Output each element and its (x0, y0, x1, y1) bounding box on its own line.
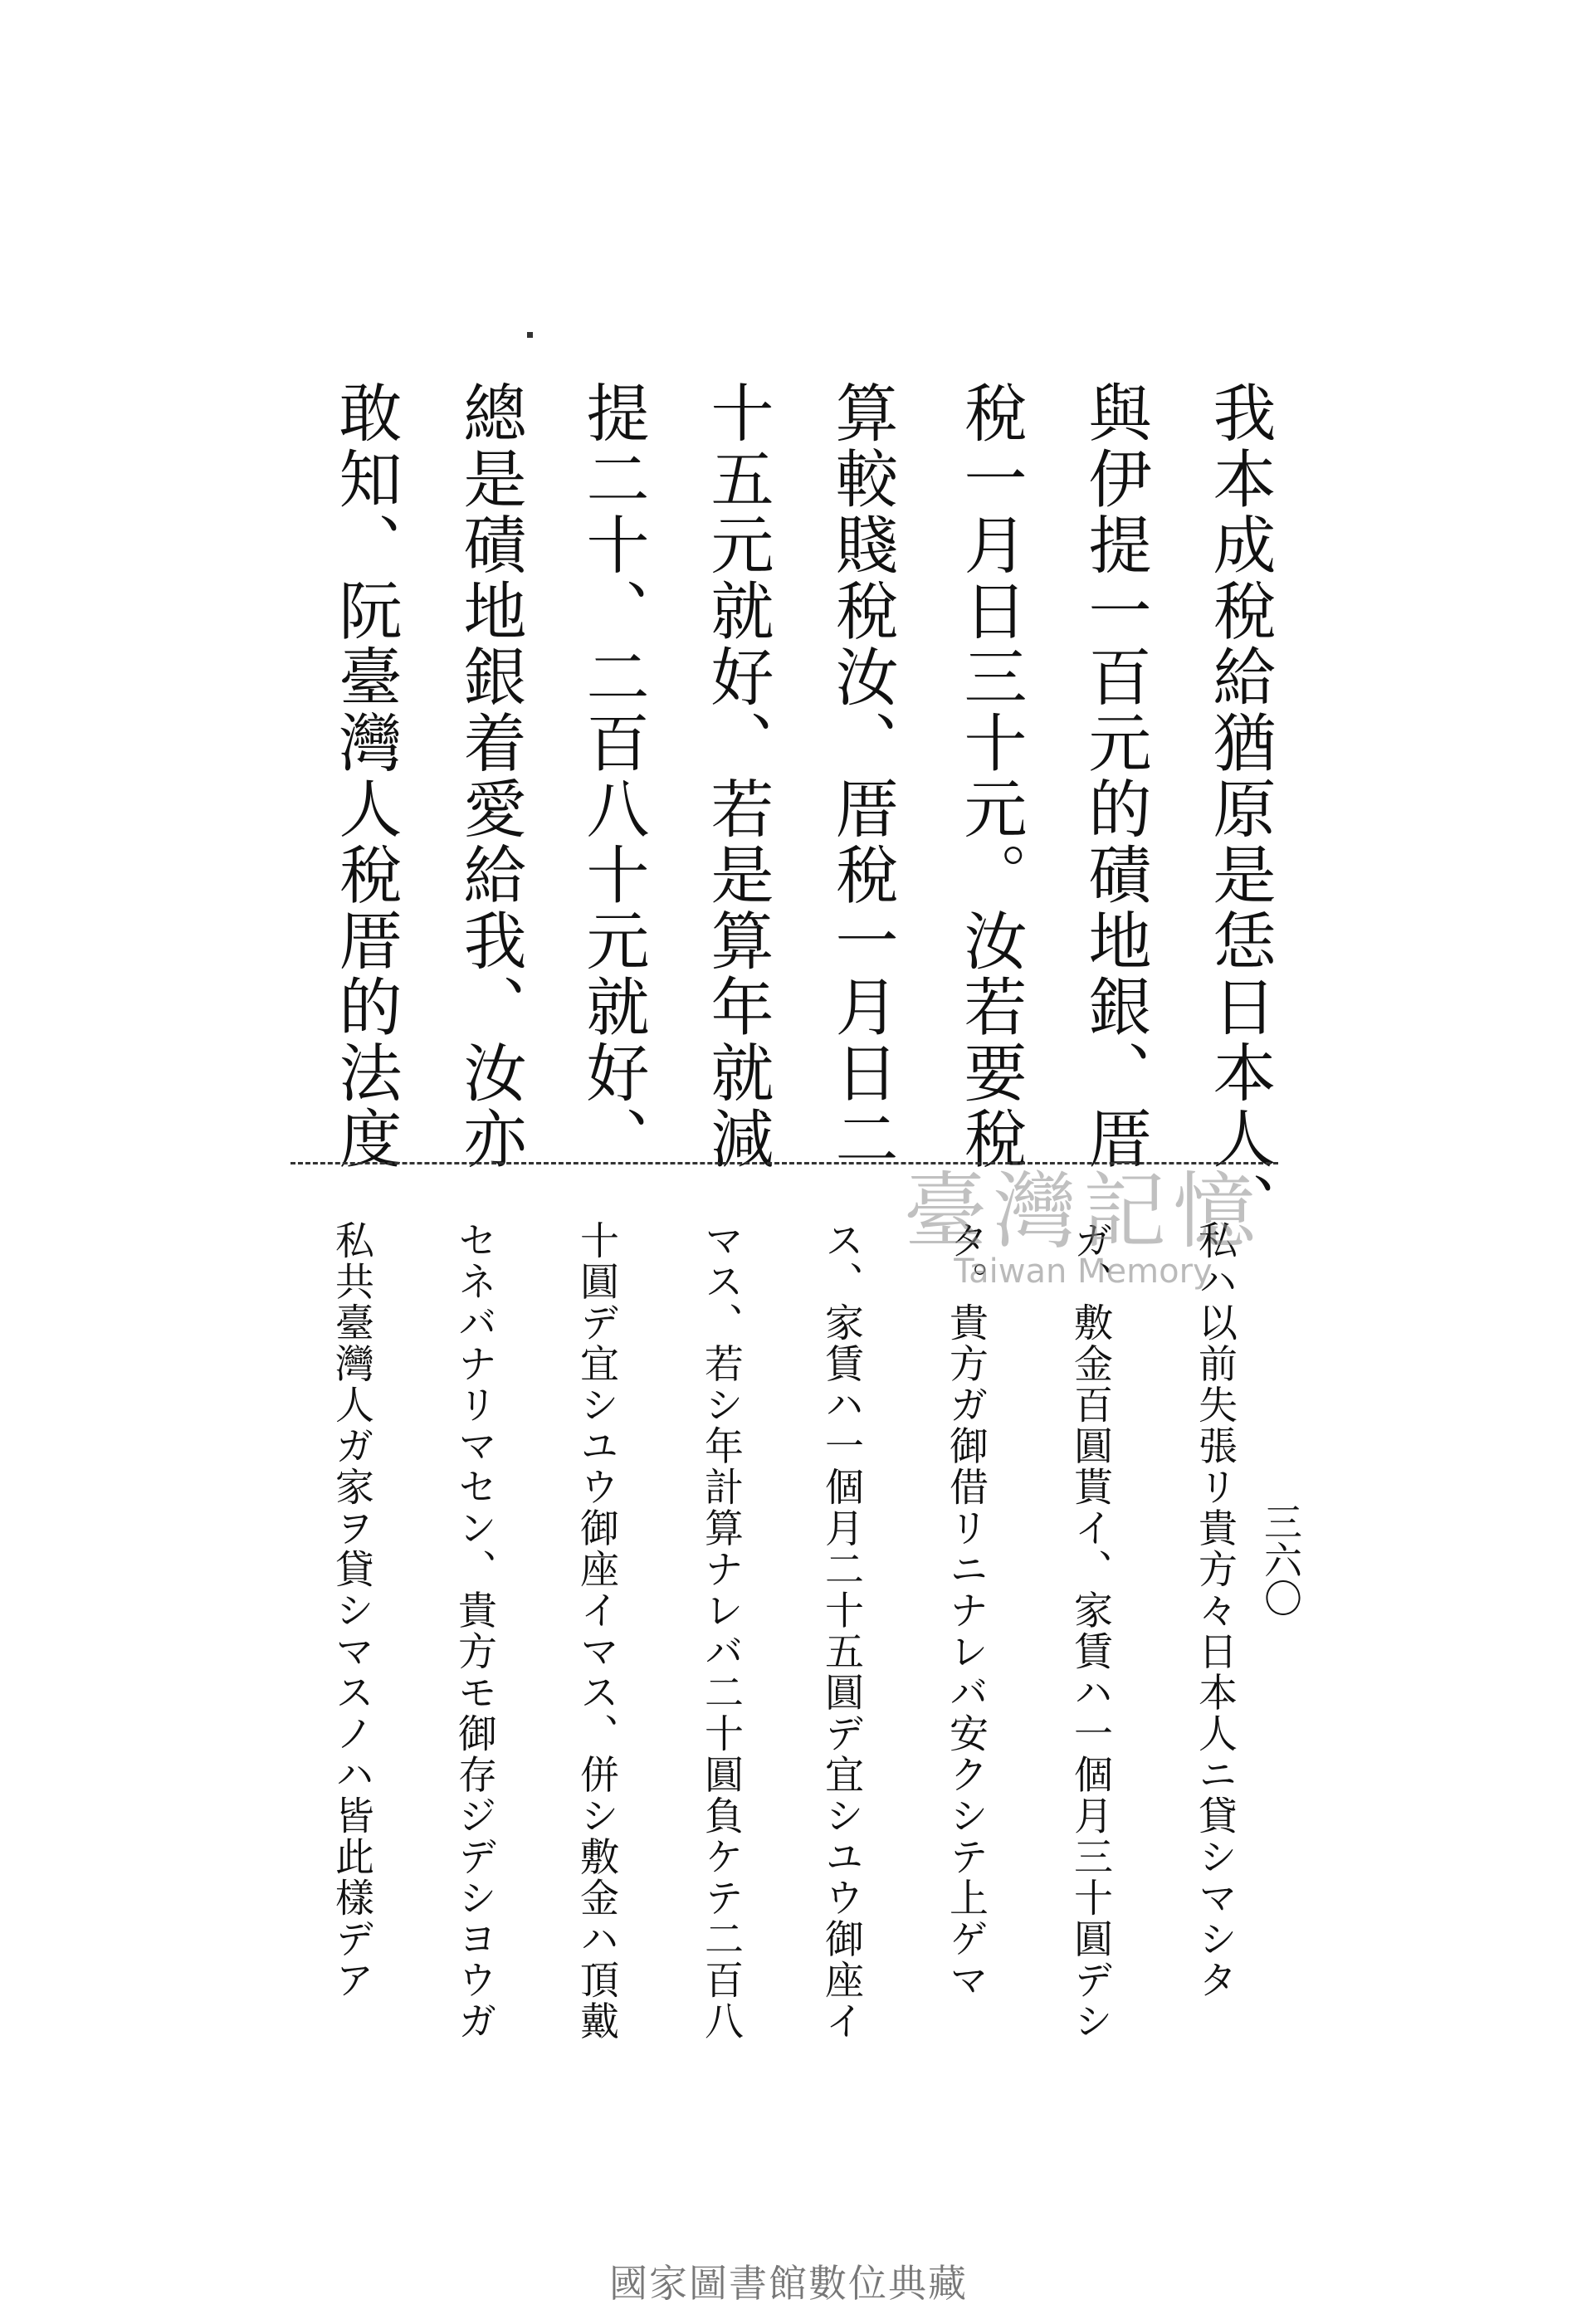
upper-column-2: 與伊提一百元的磧地銀、厝 (1078, 380, 1152, 1172)
lower-column-8: 私共臺灣人ガ家ヲ貸シマスノハ皆此樣デア (329, 1220, 374, 2001)
upper-column-1: 我本成稅給猶原是恁日本人、 (1203, 380, 1277, 1238)
upper-column-8: 敢知、阮臺灣人稅厝的法度 (329, 380, 403, 1172)
upper-column-3: 稅一月日三十元。汝若要稅 (954, 380, 1028, 1172)
lower-column-4: ス、家賃ハ一個月二十五圓デ宜シユウ御座イ (818, 1220, 864, 2042)
lower-column-2: ガ、敷金百圓貰イ、家賃ハ一個月三十圓デシ (1067, 1220, 1113, 2042)
upper-column-4: 算較賤稅汝、厝稅一月日二 (825, 380, 899, 1172)
upper-column-5: 十五元就好、若是算年就減 (701, 380, 774, 1172)
upper-column-7: 總是磧地銀着愛給我、汝亦 (453, 380, 527, 1172)
margin-dot (527, 332, 533, 338)
lower-column-6: 十圓デ宜シユウ御座イマス、併シ敷金ハ頂戴 (574, 1220, 619, 2042)
watermark-chinese: 臺灣記憶 (904, 1163, 1262, 1260)
page-number: 三六〇 (1258, 1502, 1303, 1617)
section-divider (290, 1162, 1278, 1164)
lower-column-5: マス、若シ年計算ナレバ二十圓負ケテ二百八 (698, 1220, 744, 2042)
lower-column-3: タ。貴方ガ御借リニナレバ安クシテ上ゲマ (943, 1220, 989, 2001)
upper-column-6: 提二十、二百八十元就好、 (576, 380, 650, 1172)
lower-column-1: 私ハ以前失張リ貴方々日本人ニ貸シマシタ (1192, 1220, 1238, 2001)
watermark-english: Taiwan Memory (954, 1252, 1213, 1291)
lower-column-7: セネバナリマセン、貴方モ御存ジデシヨウガ (452, 1220, 497, 2042)
footer-credit: 國家圖書館數位典藏 (609, 2261, 968, 2306)
